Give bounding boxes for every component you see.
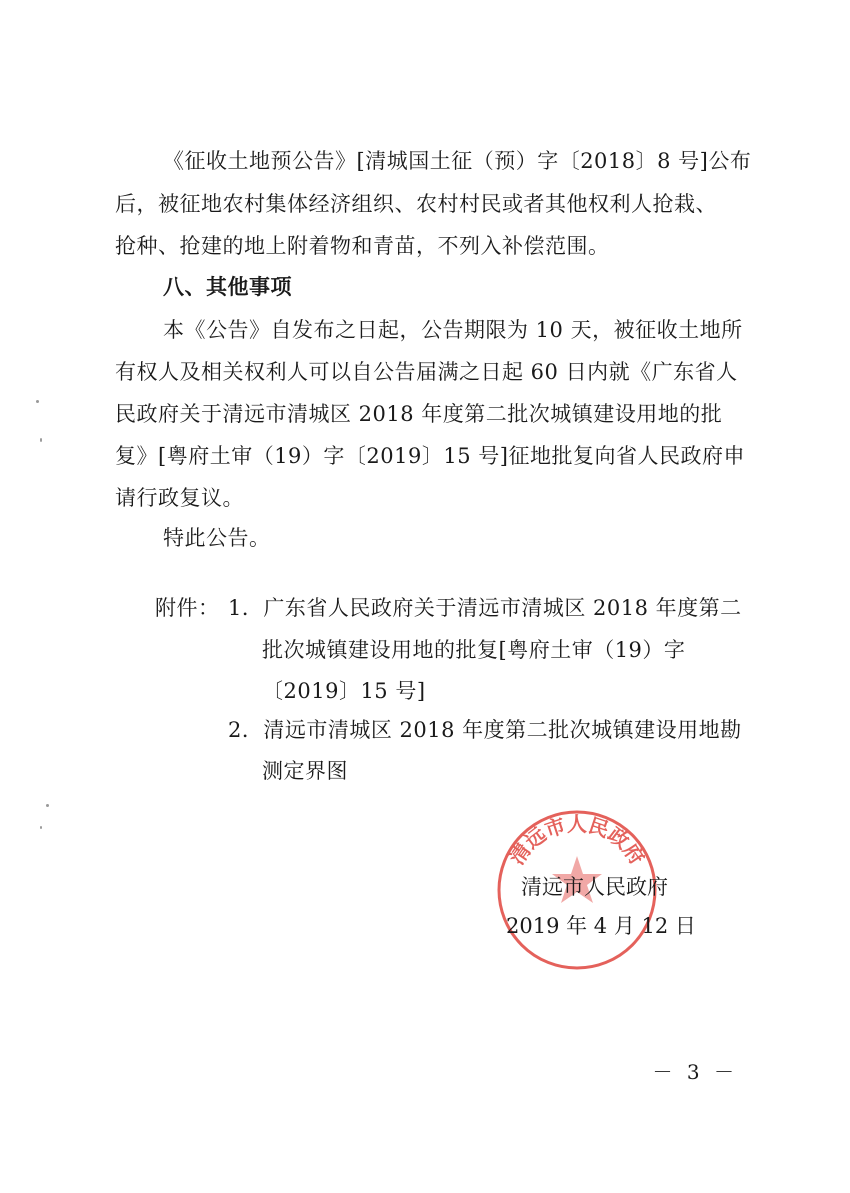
section-heading: 八、其他事项 <box>163 275 292 299</box>
svg-text:清远市人民政府: 清远市人民政府 <box>504 812 650 869</box>
attachment-item-2: 2．清远市清城区 2018 年度第二批次城镇建设用地勘 <box>228 718 742 742</box>
scan-speck <box>36 400 39 403</box>
paragraph-line: 复》[粤府土审（19）字〔2019〕15 号]征地批复向省人民政府申 <box>115 444 745 468</box>
scan-speck <box>46 804 49 807</box>
paragraph-line: 本《公告》自发布之日起，公告期限为 10 天，被征收土地所 <box>163 318 743 342</box>
paragraph-line: 民政府关于清远市清城区 2018 年度第二批次城镇建设用地的批 <box>115 402 723 426</box>
paragraph-line: 抢种、抢建的地上附着物和青苗，不列入补偿范围。 <box>115 234 610 258</box>
scan-speck <box>40 438 42 442</box>
scan-speck <box>40 826 42 829</box>
attachment-item-1: 〔2019〕15 号] <box>262 679 426 703</box>
closing-text: 特此公告。 <box>163 526 271 550</box>
attachment-item-2: 测定界图 <box>262 759 348 783</box>
signing-organization: 清远市人民政府 <box>521 875 668 899</box>
page-number: － 3 － <box>652 1060 738 1084</box>
attachment-item-1: 批次城镇建设用地的批复[粤府土审（19）字 <box>262 638 686 662</box>
attachments-label: 附件： <box>155 596 220 620</box>
paragraph-line: 有权人及相关权利人可以自公告届满之日起 60 日内就《广东省人 <box>115 360 738 384</box>
signing-date: 2019 年 4 月 12 日 <box>506 914 696 938</box>
paragraph-line: 后，被征地农村集体经济组织、农村村民或者其他权利人抢栽、 <box>115 192 717 216</box>
paragraph-line: 《征收土地预公告》[清城国土征（预）字〔2018〕8 号]公布 <box>163 149 752 173</box>
attachment-item-1: 1．广东省人民政府关于清远市清城区 2018 年度第二 <box>228 596 742 620</box>
paragraph-line: 请行政复议。 <box>115 486 244 510</box>
